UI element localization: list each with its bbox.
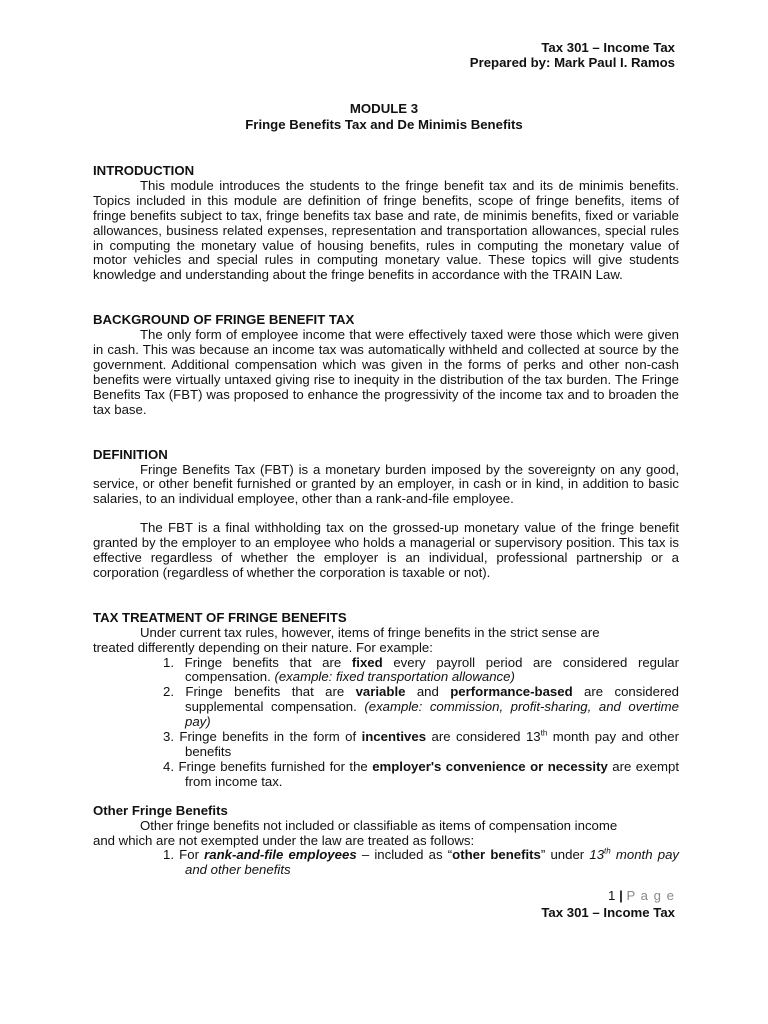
tax-treatment-intro-a: Under current tax rules, however, items of fringe benefits in the strict sense are	[140, 624, 600, 640]
document-body	[93, 164, 679, 878]
page-number: 1	[608, 888, 616, 903]
page-footer-number	[608, 889, 675, 904]
definition-heading: DEFINITION	[93, 446, 168, 462]
module-number: MODULE 3	[349, 101, 419, 116]
definition-text-1: Fringe Benefits Tax (FBT) is a monetary burden imposed by the sovereignty on any good, service, or other benefit furnished or granted by an employer, in cash or in kind, in addition to basic salaries, to an individual employee, other than a rank-and-file employee.	[93, 461, 679, 507]
list-item: 1. Fringe benefits that are fixed every payroll period are considered regular compensation. (example: fixed transportation allowance)	[163, 654, 679, 685]
page-label: P a g e	[626, 888, 675, 903]
module-title: Fringe Benefits Tax and De Minimis Benefits	[245, 117, 523, 132]
page-separator: |	[619, 888, 623, 903]
tax-treatment-list	[93, 656, 679, 790]
other-benefits-heading: Other Fringe Benefits	[93, 802, 228, 818]
list-item: 4. Fringe benefits furnished for the employer's convenience or necessity are exempt from income tax.	[163, 758, 679, 789]
header-prepared-by: Prepared by: Mark Paul I. Ramos	[469, 55, 675, 70]
other-benefits-intro-a: Other fringe benefits not included or classifiable as items of compensation income	[140, 817, 618, 833]
other-benefits-list	[93, 848, 679, 878]
other-benefits-intro-b: and which are not exempted under the law are treated as follows:	[93, 832, 475, 848]
definition-text-2: The FBT is a final withholding tax on the grossed-up monetary value of the fringe benefit granted by the employer to an employee who holds a managerial or supervisory position. This tax is effective regardless of whether the employer is an individual, professional partnership or a corporation (regardless of whether the corporation is taxable or not).	[93, 520, 679, 580]
list-item: 2. Fringe benefits that are variable and performance-based are considered supplemental compensation. (example: commission, profit-sharing, and overtime pay)	[163, 684, 680, 730]
header-course: Tax 301 – Income Tax	[541, 40, 675, 55]
footer-course: Tax 301 – Income Tax	[541, 905, 675, 920]
list-item: 1. For rank-and-file employees – included as “other benefits” under 13th month pay and other benefits	[163, 847, 679, 878]
list-item: 3. Fringe benefits in the form of incentives are considered 13th month pay and other benefits	[163, 728, 679, 759]
background-text: The only form of employee income that were effectively taxed were those which were given in cash. This was because an income tax was automatically withheld and collected at source by the government. Additional compensation which was given in the forms of perks and other non-cash benefits were virtually untaxed giving rise to inequity in the distribution of the tax burden. The Fringe Benefits Tax (FBT) was proposed to enhance the progressivity of the income tax and to broaden the tax base.	[93, 327, 679, 417]
background-heading: BACKGROUND OF FRINGE BENEFIT TAX	[93, 312, 355, 328]
tax-treatment-intro-b: treated differently depending on their nature. For example:	[93, 639, 433, 655]
introduction-text: This module introduces the students to the fringe benefit tax and its de minimis benefits. Topics included in this module are definition of fringe benefits, scope of fringe benefits, items of fringe benefits subject to tax, fringe benefits tax base and rate, de minimis benefits, fixed or variable allowances, business related expenses, representation and transportation allowances, special rules in computing the monetary value of housing benefits, rules in computing the monetary value of motor vehicles and special rules in computing monetary value. These topics will give students knowledge and understanding about the fringe benefits in accordance with the TRAIN Law.	[93, 177, 679, 283]
tax-treatment-heading: TAX TREATMENT OF FRINGE BENEFITS	[93, 609, 347, 625]
introduction-heading: INTRODUCTION	[93, 163, 195, 178]
